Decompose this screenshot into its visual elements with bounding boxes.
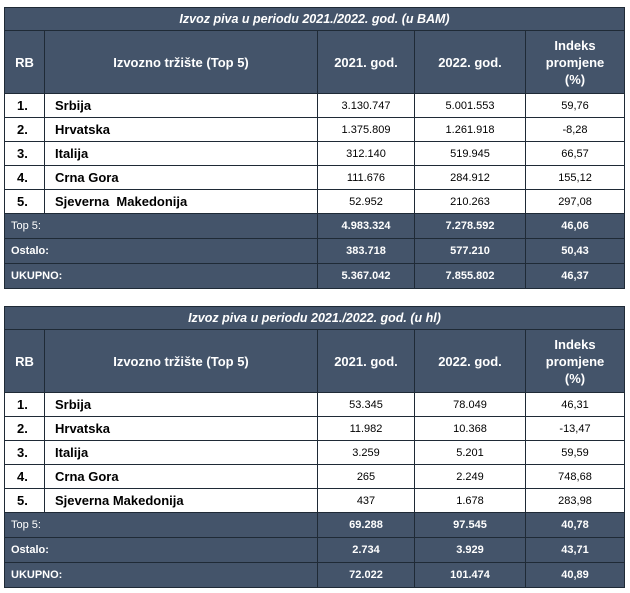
header-index-line2: promjene xyxy=(545,54,605,70)
summary-row-top5 xyxy=(5,513,625,538)
cell-2022: 5.201 xyxy=(415,441,526,465)
summary-label: UKUPNO: xyxy=(5,563,318,588)
cell-market: Hrvatska xyxy=(45,417,318,441)
summary-label: Ostalo: xyxy=(5,538,318,563)
cell-2021: 111.676 xyxy=(318,166,415,190)
cell-index: 748,68 xyxy=(526,465,625,489)
cell-rb: 3. xyxy=(5,142,45,166)
cell-rb: 5. xyxy=(5,489,45,513)
cell-index: 155,12 xyxy=(526,166,625,190)
table-row xyxy=(5,118,625,142)
summary-index: 43,71 xyxy=(526,538,625,563)
header-market: Izvozno tržište (Top 5) xyxy=(45,31,318,94)
cell-2022: 5.001.553 xyxy=(415,94,526,118)
summary-index: 40,78 xyxy=(526,513,625,538)
cell-2022: 519.945 xyxy=(415,142,526,166)
cell-2021: 312.140 xyxy=(318,142,415,166)
table-row xyxy=(5,94,625,118)
cell-index: 46,31 xyxy=(526,393,625,417)
summary-2021: 5.367.042 xyxy=(318,264,415,289)
header-row xyxy=(5,31,625,94)
cell-index: -8,28 xyxy=(526,118,625,142)
cell-market: Crna Gora xyxy=(45,465,318,489)
header-index-line3: (%) xyxy=(564,370,586,386)
summary-2022: 3.929 xyxy=(415,538,526,563)
cell-market: Crna Gora xyxy=(45,166,318,190)
cell-rb: 4. xyxy=(5,166,45,190)
cell-market: Srbija xyxy=(45,393,318,417)
header-index xyxy=(526,31,625,94)
table-row xyxy=(5,417,625,441)
cell-2021: 3.130.747 xyxy=(318,94,415,118)
summary-row-other xyxy=(5,239,625,264)
cell-2022: 2.249 xyxy=(415,465,526,489)
header-2021: 2021. god. xyxy=(318,31,415,94)
summary-row-top5 xyxy=(5,214,625,239)
summary-2022: 101.474 xyxy=(415,563,526,588)
header-2021: 2021. god. xyxy=(318,330,415,393)
header-index-line1: Indeks xyxy=(554,37,596,53)
table-row xyxy=(5,142,625,166)
summary-2022: 97.545 xyxy=(415,513,526,538)
cell-2022: 284.912 xyxy=(415,166,526,190)
cell-index: 59,59 xyxy=(526,441,625,465)
cell-rb: 1. xyxy=(5,393,45,417)
summary-row-total xyxy=(5,264,625,289)
cell-rb: 2. xyxy=(5,118,45,142)
cell-2022: 210.263 xyxy=(415,190,526,214)
cell-2022: 10.368 xyxy=(415,417,526,441)
cell-index: 283,98 xyxy=(526,489,625,513)
cell-index: 297,08 xyxy=(526,190,625,214)
cell-2021: 265 xyxy=(318,465,415,489)
summary-label: Top 5: xyxy=(5,214,318,239)
table-row xyxy=(5,190,625,214)
cell-rb: 5. xyxy=(5,190,45,214)
cell-rb: 1. xyxy=(5,94,45,118)
cell-index: 66,57 xyxy=(526,142,625,166)
summary-label: Ostalo: xyxy=(5,239,318,264)
header-market: Izvozno tržište (Top 5) xyxy=(45,330,318,393)
cell-market: Srbija xyxy=(45,94,318,118)
header-index xyxy=(526,330,625,393)
cell-2022: 1.678 xyxy=(415,489,526,513)
cell-rb: 4. xyxy=(5,465,45,489)
table-title: Izvoz piva u periodu 2021./2022. god. (u hl) xyxy=(5,307,625,330)
table-row xyxy=(5,166,625,190)
table-title-row xyxy=(5,307,625,330)
header-2022: 2022. god. xyxy=(415,330,526,393)
header-index-line3: (%) xyxy=(564,71,586,87)
cell-market: Italija xyxy=(45,441,318,465)
cell-2022: 1.261.918 xyxy=(415,118,526,142)
header-row xyxy=(5,330,625,393)
cell-2021: 11.982 xyxy=(318,417,415,441)
summary-2022: 577.210 xyxy=(415,239,526,264)
cell-index: -13,47 xyxy=(526,417,625,441)
table-row xyxy=(5,465,625,489)
summary-2021: 4.983.324 xyxy=(318,214,415,239)
cell-2021: 1.375.809 xyxy=(318,118,415,142)
cell-market: Hrvatska xyxy=(45,118,318,142)
export-table-hl xyxy=(4,306,625,588)
summary-index: 46,37 xyxy=(526,264,625,289)
table-row xyxy=(5,393,625,417)
cell-market: Sjeverna Makedonija xyxy=(45,190,318,214)
table-row xyxy=(5,489,625,513)
cell-2021: 53.345 xyxy=(318,393,415,417)
summary-2021: 69.288 xyxy=(318,513,415,538)
summary-label: Top 5: xyxy=(5,513,318,538)
summary-2021: 72.022 xyxy=(318,563,415,588)
cell-2021: 437 xyxy=(318,489,415,513)
summary-2021: 2.734 xyxy=(318,538,415,563)
header-index-line1: Indeks xyxy=(554,336,596,352)
table-row xyxy=(5,441,625,465)
table-title: Izvoz piva u periodu 2021./2022. god. (u BAM) xyxy=(5,8,625,31)
cell-market: Sjeverna Makedonija xyxy=(45,489,318,513)
summary-index: 40,89 xyxy=(526,563,625,588)
cell-market: Italija xyxy=(45,142,318,166)
cell-2021: 3.259 xyxy=(318,441,415,465)
summary-2021: 383.718 xyxy=(318,239,415,264)
header-2022: 2022. god. xyxy=(415,31,526,94)
cell-rb: 3. xyxy=(5,441,45,465)
cell-2021: 52.952 xyxy=(318,190,415,214)
summary-row-other xyxy=(5,538,625,563)
summary-2022: 7.855.802 xyxy=(415,264,526,289)
summary-label: UKUPNO: xyxy=(5,264,318,289)
export-table-bam xyxy=(4,7,625,289)
summary-index: 50,43 xyxy=(526,239,625,264)
table-title-row xyxy=(5,8,625,31)
summary-index: 46,06 xyxy=(526,214,625,239)
summary-2022: 7.278.592 xyxy=(415,214,526,239)
cell-2022: 78.049 xyxy=(415,393,526,417)
header-rb: RB xyxy=(5,31,45,94)
header-index-line2: promjene xyxy=(545,353,605,369)
cell-rb: 2. xyxy=(5,417,45,441)
header-rb: RB xyxy=(5,330,45,393)
summary-row-total xyxy=(5,563,625,588)
cell-index: 59,76 xyxy=(526,94,625,118)
